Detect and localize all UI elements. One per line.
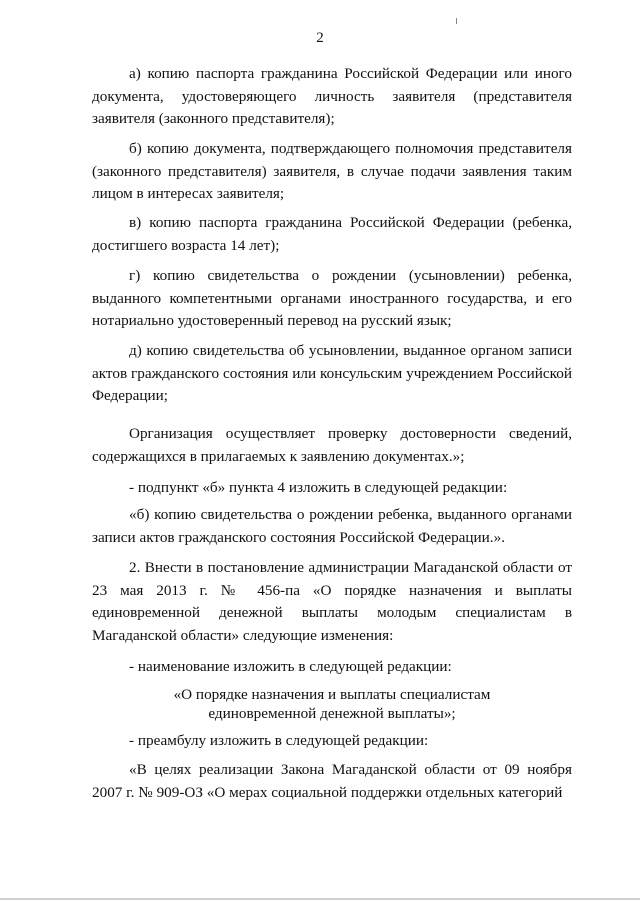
- paragraph-b-quote: «б) копию свидетельства о рождении ребенка, выданного органами записи актов гражданского состояния Российской Федерации.».: [92, 506, 572, 546]
- paragraph-organization: Организация осуществляет проверку достоверности сведений, содержащихся в прилагаемых к заявлению документах.»;: [92, 425, 572, 465]
- paragraph-preamble: - преамбулу изложить в следующей редакции:: [129, 732, 429, 749]
- paragraph-subpoint-b: - подпункт «б» пункта 4 изложить в следующей редакции:: [129, 479, 508, 496]
- paragraph-v: в) копию паспорта гражданина Российской Федерации (ребенка, достигшего возраста 14 лет);: [92, 214, 572, 254]
- paragraph-d: д) копию свидетельства об усыновлении, выданное органом записи актов гражданского состояния или консульским учреждением Российской Федерации;: [92, 342, 572, 404]
- page-number: 2: [316, 30, 324, 46]
- centered-title: [92, 685, 572, 723]
- paragraph-b: б) копию документа, подтверждающего полномочия представителя (законного представителя) заявителя, в случае подачи заявления таким лицом в интересах заявителя;: [92, 140, 572, 202]
- paragraph-item-2: 2. Внести в постановление администрации Магаданской области от 23 мая 2013 г. № 456-па «О порядке назначения и выплаты единовременной денежной выплаты молодым специалистам в Магаданской области» следующие изменения:: [92, 559, 572, 644]
- scan-speck: [456, 18, 457, 24]
- centered-title-line-1: «О порядке назначения и выплаты специалистам: [173, 686, 491, 703]
- paragraph-g: г) копию свидетельства о рождении (усыновлении) ребенка, выданного компетентными органами иностранного государства, и его нотариально удостоверенный перевод на русский язык;: [92, 267, 572, 329]
- paragraph-law-quote: «В целях реализации Закона Магаданской области от 09 ноября 2007 г. № 909-ОЗ «О мерах социальной поддержки отдельных категорий: [92, 761, 572, 801]
- paragraph-a: а) копию паспорта гражданина Российской Федерации или иного документа, удостоверяющего личность заявителя (представителя заявителя (законного представителя);: [92, 65, 572, 127]
- scan-edge-line: [0, 898, 640, 900]
- paragraph-name-change: - наименование изложить в следующей редакции:: [129, 658, 452, 675]
- centered-title-line-2: единовременной денежной выплаты»;: [208, 705, 456, 722]
